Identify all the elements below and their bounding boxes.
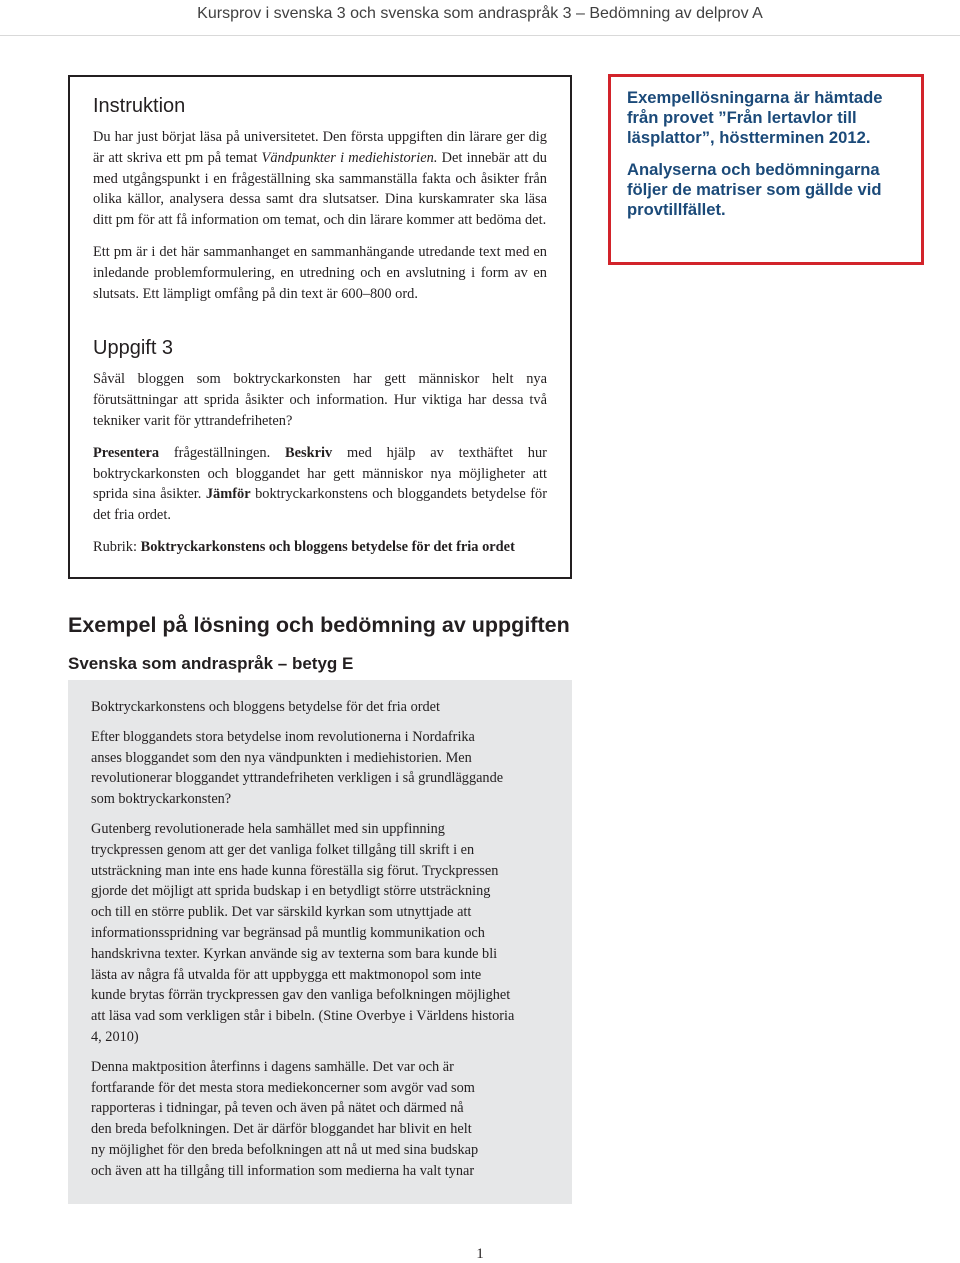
answer-line: och till en större publik. Det var särskild kyrkan som utnyttjade att [91, 904, 472, 921]
example-title: Exempel på lösning och bedömning av uppgiften [68, 613, 570, 637]
theme-title: Vändpunkter i mediehistorien. [261, 149, 438, 166]
answer-line: revolutionerar bloggandet yttrandefriheten verkligen i så grundläggande [91, 770, 504, 787]
answer-line: fortfarande för det mesta stora mediekoncerner som avgör vad som [91, 1079, 475, 1096]
task-heading: Uppgift 3 [93, 337, 174, 360]
instruction-heading: Instruktion [93, 95, 186, 117]
answer-line: och även att ha tillgång till information som medierna ha valt tynar [91, 1162, 475, 1179]
answer-line: informationsspridning var begränsad på muntlig kommunikation och [91, 924, 485, 941]
pm-description: Ett pm är i det här sammanhanget en sammanhängande utredande text med en inledande problemformulering, en utredning och en avslutning i form av en slutsats. Ett lämpligt omfång på din text är 600–800 ord. [93, 243, 547, 302]
answer-line: 4, 2010) [91, 1028, 139, 1045]
answer-line: tryckpressen genom att ger det vanliga folket tillgång till skrift i en [91, 841, 475, 858]
task-instruction-text-2: med hjälp av texthäftet hur boktryckarkonsten och bloggandet har gett människor nya möjligheter att sprida sina åsikter. [93, 444, 547, 503]
answer-line: som boktryckarkonsten? [91, 791, 232, 808]
answer-title: Boktryckarkonstens och bloggens betydelse för det fria ordet [91, 699, 440, 715]
instruction-text-1: Du har just börjat läsa på universitetet. Den första uppgiften din lärare ger dig är att skriva ett pm på temat [93, 129, 547, 166]
rubric-label: Rubrik: [93, 538, 137, 555]
task-instruction-text-1: frågeställningen. [173, 444, 271, 461]
answer-line: Efter bloggandets stora betydelse inom revolutionerna i Nordafrika [91, 728, 475, 745]
answer-line: ny möjlighet för den breda befolkningen att nå ut med sina budskap [91, 1141, 479, 1158]
task-instructions [93, 443, 547, 526]
answer-line: utsträckning man inte ens hade kunna föreställa sig förut. Tryckpressen [91, 862, 499, 879]
answer-box [68, 680, 572, 1204]
instruction-paragraph [93, 127, 547, 231]
answer-paragraph-3 [91, 1057, 549, 1182]
keyword-beskriv: Beskriv [285, 444, 333, 461]
header-title: Kursprov i svenska 3 och svenska som andraspråk 3 – Bedömning av delprov A [197, 5, 763, 22]
answer-paragraph-1 [91, 727, 549, 810]
example-subtitle: Svenska som andraspråk – betyg E [68, 654, 354, 673]
answer-line: den breda befolkningen. Det är därför bloggandet har blivit en helt [91, 1121, 472, 1138]
keyword-jamfor: Jämför [205, 486, 251, 503]
answer-line: att läsa vad som verkligen står i bibeln. (Stine Overbye i Världens historia [91, 1008, 515, 1025]
answer-line: Gutenberg revolutionerade hela samhället med sin uppfinning [91, 820, 445, 837]
page-number: 1 [476, 1246, 484, 1262]
rubric-line [93, 537, 547, 558]
answer-line: Denna maktposition återfinns i dagens samhälle. Det var och är [91, 1058, 454, 1075]
answer-line: gjorde det möjligt att sprida budskap i en betydligt större utsträckning [91, 883, 491, 900]
instruction-text-2: Det innebär att du med utgångspunkt i en frågeställning ska sammanställa fakta och åsikter från olika källor, analysera dessa samt dra slutsatser. Dina kurskamrater ska läsa ditt pm för att få information om temat, och din lärare kommer att bedöma det. [93, 149, 547, 229]
task-paragraph: Såväl bloggen som boktryckarkonsten har gett människor helt nya förutsättningar att sprida åsikter och information. Hur viktiga har dessa två tekniker varit för yttrandefriheten? [93, 371, 547, 429]
answer-line: rapporteras i tidningar, på teven och även på nätet och därmed nå [91, 1100, 464, 1117]
rubric-title: Boktryckarkonstens och bloggens betydelse för det fria ordet [140, 538, 515, 555]
running-header [0, 0, 960, 36]
answer-line: kunde brytas förrän tryckpressen gav den vanliga befolkningen möjlighet [91, 987, 511, 1004]
task-box [68, 75, 572, 579]
source-note: Exempellösningarna är hämtade från provet ”Från lertavlor till läsplattor”, höstterminen 2012. [627, 88, 883, 147]
keyword-presentera: Presentera [93, 444, 160, 461]
answer-line: handskrivna texter. Kyrkan använde sig av texterna som bara kunde bli [91, 945, 498, 962]
answer-paragraph-2 [91, 819, 549, 1048]
assessment-note: Analyserna och bedömningarna följer de matriser som gällde vid provtillfället. [627, 160, 882, 219]
source-note-box [608, 74, 924, 265]
answer-line: anses bloggandet som den nya vändpunkten i mediehistorien. Men [91, 749, 472, 766]
answer-line: lästa av några få utvalda för att uppbygga ett maktmonopol som inte [91, 966, 482, 983]
task-instruction-text-3: boktryckarkonstens och bloggandets betydelse för det fria ordet. [93, 486, 547, 524]
